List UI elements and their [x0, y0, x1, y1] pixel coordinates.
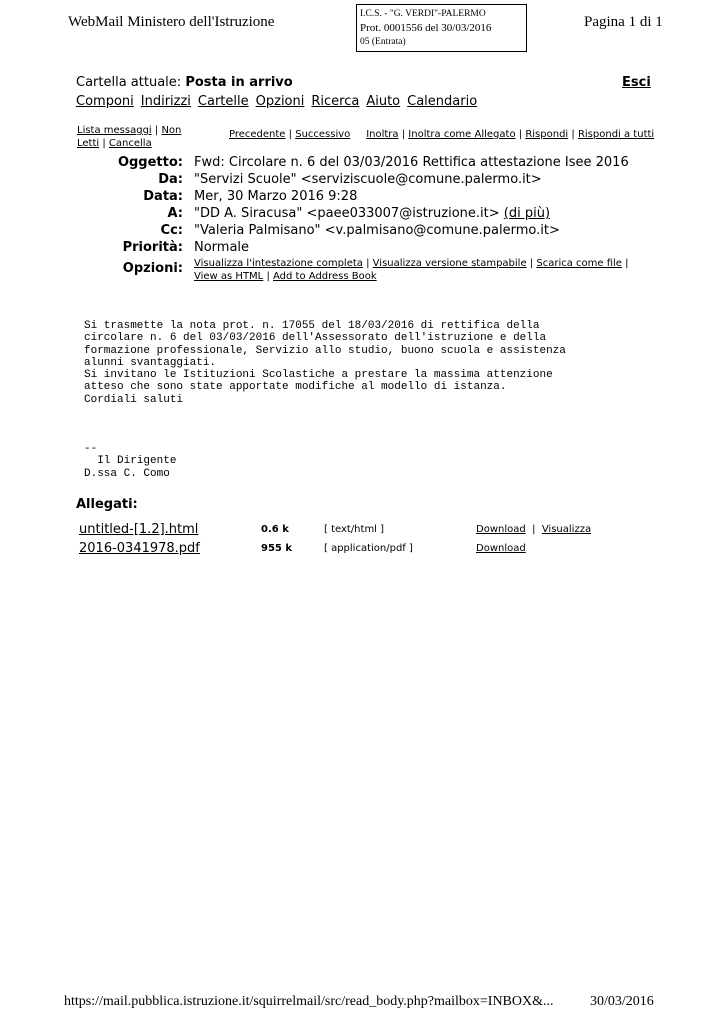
nav-separator: |: [102, 138, 106, 149]
attachment-actions: [476, 524, 591, 535]
da-value: "Servizi Scuole" <serviziscuole@comune.palermo.it>: [194, 172, 542, 187]
current-folder: [76, 75, 293, 90]
oggetto-label: Oggetto:: [117, 155, 183, 170]
main-menu: [76, 94, 484, 109]
attachment-download-link[interactable]: Download: [476, 543, 526, 554]
opt-intestazione-link[interactable]: Visualizza l'intestazione completa: [194, 258, 363, 269]
nav-separator: |: [518, 129, 523, 140]
da-label: Da:: [158, 172, 183, 187]
opt-html-link[interactable]: View as HTML: [194, 270, 264, 282]
opzioni-value: [194, 258, 649, 283]
field-cc: [0, 223, 722, 240]
priorita-value: Normale: [194, 240, 250, 255]
page-number: Pagina 1 di 1: [584, 14, 663, 30]
opzioni-label: Opzioni:: [122, 261, 183, 276]
data-value: Mer, 30 Marzo 2016 9:28: [194, 189, 358, 204]
menu-opzioni[interactable]: Opzioni: [255, 94, 305, 109]
attachment-view-link[interactable]: Visualizza: [541, 524, 592, 535]
attachment-separator: |: [532, 524, 536, 535]
menu-calendario[interactable]: Calendario: [407, 94, 478, 109]
cancella-link[interactable]: Cancella: [108, 138, 152, 149]
opt-stampabile-link[interactable]: Visualizza versione stampabile: [372, 258, 527, 269]
inoltra-link[interactable]: Inoltra: [366, 129, 399, 140]
inoltra-allegato-link[interactable]: Inoltra come Allegato: [408, 129, 516, 140]
nav-separator: |: [288, 129, 293, 140]
attachment-name-link[interactable]: 2016-0341978.pdf: [79, 541, 200, 556]
successivo-link[interactable]: Successivo: [295, 129, 351, 140]
attachment-type: [ text/html ]: [324, 524, 385, 535]
attachment-actions: [476, 543, 526, 554]
nav-separator: |: [154, 125, 159, 136]
current-folder-label: Cartella attuale:: [76, 75, 182, 90]
message-header-fields: [0, 155, 722, 291]
logout-link[interactable]: Esci: [622, 75, 651, 90]
field-opzioni: [0, 257, 722, 291]
attachment-download-link[interactable]: Download: [476, 524, 526, 535]
protocol-stamp: [356, 4, 527, 52]
nav-separator: |: [571, 129, 575, 140]
print-footer-url: https://mail.pubblica.istruzione.it/squirrelmail/src/read_body.php?mailbox=INBOX&...: [64, 994, 554, 1009]
field-a: [0, 206, 722, 223]
opt-separator: |: [529, 258, 534, 269]
opt-address-book-link[interactable]: Add to Address Book: [273, 270, 377, 282]
opt-separator: |: [266, 270, 270, 282]
attachments-heading: Allegati:: [76, 497, 138, 512]
attachment-size: 955 k: [261, 543, 293, 554]
opt-scarica-link[interactable]: Scarica come file: [536, 258, 622, 269]
nav-separator: |: [401, 129, 406, 140]
a-value-wrap: [194, 206, 550, 221]
message-body: Si trasmette la nota prot. n. 17055 del 18/03/2016 di rettifica della circolare n. 6 del 03/03/2016 dell'Assessorato dell'istruzione e della formazione professionale, Servizio allo studio, buono scuola e assistenza alunni svantaggiati. Si invitano le Istituzioni Scolastiche a prestare la massima attenzione atteso che sono state apportate modifiche al modello di istanza. Cordiali saluti -- Il Dirigente D.ssa C. Como: [84, 320, 566, 480]
rispondi-link[interactable]: Rispondi: [525, 129, 569, 140]
opt-separator: |: [366, 258, 370, 269]
field-data: [0, 189, 722, 206]
cc-value: "Valeria Palmisano" <v.palmisano@comune.palermo.it>: [194, 223, 560, 238]
menu-componi[interactable]: Componi: [76, 94, 134, 109]
a-more-link[interactable]: (di più): [503, 206, 551, 221]
stamp-protocol: Prot. 0001556 del 30/03/2016: [360, 22, 492, 34]
attachment-type: [ application/pdf ]: [324, 543, 413, 554]
message-list-nav: [77, 124, 187, 150]
page-header-title: WebMail Ministero dell'Istruzione: [68, 14, 275, 30]
oggetto-value: Fwd: Circolare n. 6 del 03/03/2016 Rettifica attestazione Isee 2016: [194, 155, 629, 170]
non-letti-link[interactable]: Non Letti: [77, 125, 182, 149]
a-label: A:: [167, 206, 183, 221]
attachment-name-link[interactable]: untitled-[1.2].html: [79, 522, 199, 537]
menu-cartelle[interactable]: Cartelle: [197, 94, 249, 109]
stamp-school: I.C.S. - "G. VERDI"-PALERMO: [360, 9, 486, 19]
stamp-entry: 05 (Entrata): [360, 37, 406, 47]
menu-aiuto[interactable]: Aiuto: [366, 94, 401, 109]
current-folder-name: Posta in arrivo: [185, 75, 293, 90]
lista-messaggi-link[interactable]: Lista messaggi: [77, 125, 152, 136]
field-da: [0, 172, 722, 189]
a-value: "DD A. Siracusa" <paee033007@istruzione.it>: [194, 206, 500, 221]
rispondi-tutti-link[interactable]: Rispondi a tutti: [577, 129, 655, 140]
opt-separator: |: [625, 258, 629, 269]
menu-indirizzi[interactable]: Indirizzi: [140, 94, 191, 109]
data-label: Data:: [143, 189, 183, 204]
priorita-label: Priorità:: [122, 240, 183, 255]
print-footer-date: 30/03/2016: [590, 994, 654, 1009]
field-oggetto: [0, 155, 722, 172]
attachment-size: 0.6 k: [261, 524, 289, 535]
precedente-link[interactable]: Precedente: [229, 129, 286, 140]
field-priorita: [0, 240, 722, 257]
message-actions: [229, 129, 654, 140]
menu-ricerca[interactable]: Ricerca: [311, 94, 360, 109]
cc-label: Cc:: [160, 223, 183, 238]
